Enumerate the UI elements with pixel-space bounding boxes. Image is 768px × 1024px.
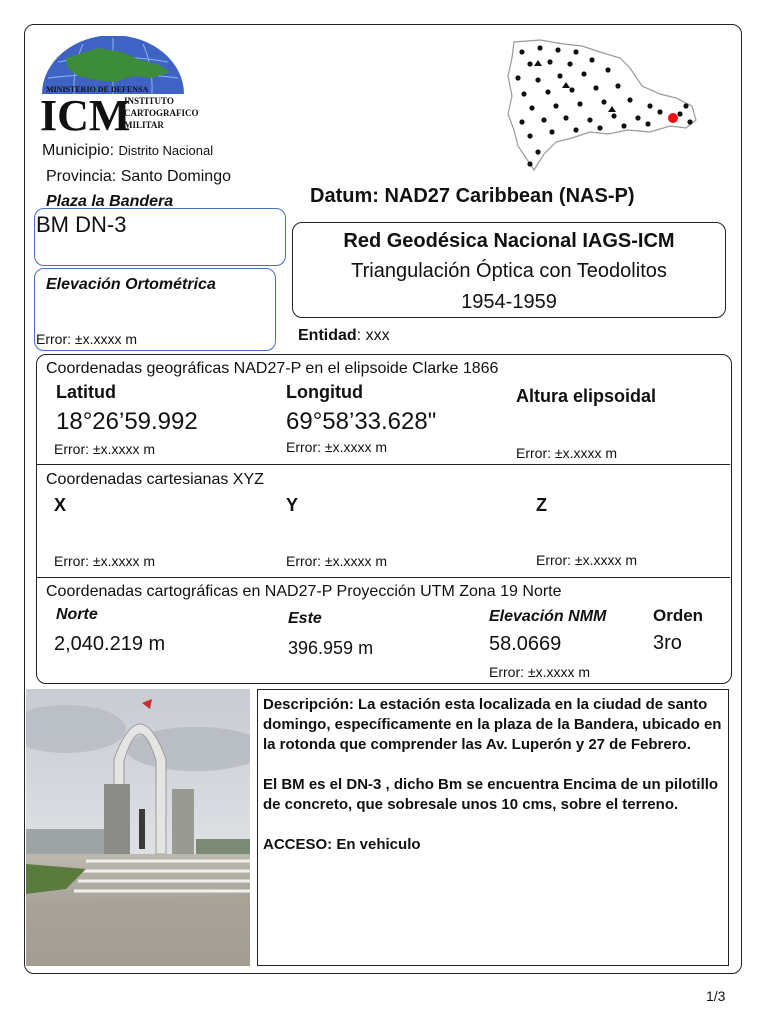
network-years: 1954-1959 [461, 291, 557, 313]
provincia-line: Provincia: Santo Domingo [46, 168, 231, 185]
longitude-value: 69°58’33.628" [286, 408, 437, 435]
place-name: Plaza la Bandera [46, 193, 174, 210]
elevation-error: Error: ±x.xxxx m [36, 331, 138, 347]
ellipsoidal-height-label: Altura elipsoidal [516, 386, 657, 406]
longitude-label: Longitud [286, 382, 363, 402]
orden-label: Orden [653, 606, 704, 625]
este-label: Este [288, 610, 322, 627]
norte-value: 2,040.219 m [54, 633, 166, 655]
z-error: Error: ±x.xxxx m [536, 552, 638, 568]
entity-label: Entidad [298, 327, 357, 344]
xyz-title: Coordenadas cartesianas XYZ [46, 471, 264, 488]
page-number: 1/3 [706, 988, 726, 1004]
norte-label: Norte [56, 606, 98, 623]
entity-line [298, 327, 390, 345]
elevation-nmm-label: Elevación NMM [489, 608, 607, 625]
z-label: Z [536, 495, 547, 515]
latitude-error: Error: ±x.xxxx m [54, 441, 156, 457]
logo-line1: INSTITUTO [124, 96, 174, 106]
divider-xyz-utm [36, 577, 730, 578]
elevation-title: Elevación Ortométrica [46, 276, 216, 293]
utm-title: Coordenadas cartográficas en NAD27-P Proyección UTM Zona 19 Norte [46, 583, 562, 600]
y-error: Error: ±x.xxxx m [286, 553, 388, 569]
icm-logo [38, 36, 203, 136]
access-paragraph: ACCESO: En vehiculo [263, 836, 421, 853]
description-box [257, 689, 729, 966]
logo-line3: MILITAR [124, 120, 164, 130]
bm-paragraph: El BM es el DN-3 , dicho Bm se encuentra Encima de un pilotillo de concreto, que sobresale unos 10 cms, sobre el terreno. [263, 776, 719, 813]
x-label: X [54, 495, 67, 515]
datum-title: Datum: NAD27 Caribbean (NAS-P) [310, 185, 635, 207]
este-value: 396.959 m [288, 638, 374, 658]
municipio-value: Distrito Nacional [118, 143, 214, 158]
ministry-text: MINISTERIO DE DEFENSA [46, 85, 149, 94]
municipio-label: Municipio: [42, 142, 115, 159]
geo-title: Coordenadas geográficas NAD27-P en el elipsoide Clarke 1866 [46, 360, 499, 377]
longitude-error: Error: ±x.xxxx m [286, 439, 388, 455]
station-photo [26, 689, 250, 966]
description-paragraph: Descripción: La estación esta localizada en la ciudad de santo domingo, específicamente en la plaza de la Bandera, ubicado en la rotonda que comprender las Av. Luperón y 27 de Febrero. [263, 696, 722, 753]
logo-line2: CARTOGRAFICO [124, 108, 199, 118]
x-error: Error: ±x.xxxx m [54, 553, 156, 569]
elevation-nmm-value: 58.0669 [489, 633, 562, 655]
orden-value: 3ro [653, 632, 682, 654]
y-label: Y [286, 495, 299, 515]
latitude-label: Latitud [56, 382, 116, 402]
station-name: BM DN-3 [36, 212, 127, 237]
elevation-nmm-error: Error: ±x.xxxx m [489, 664, 591, 680]
divider-geo-xyz [36, 464, 730, 465]
ellipsoidal-height-error: Error: ±x.xxxx m [516, 445, 618, 461]
network-title: Red Geodésica Nacional IAGS-ICM [343, 230, 675, 252]
entity-value: : xxx [356, 327, 390, 344]
municipio-line [42, 142, 213, 160]
network-method: Triangulación Óptica con Teodolitos [351, 260, 667, 282]
dominican-republic-map [500, 36, 700, 178]
icm-acronym: ICM [40, 91, 131, 136]
latitude-value: 18°26’59.992 [56, 408, 198, 435]
